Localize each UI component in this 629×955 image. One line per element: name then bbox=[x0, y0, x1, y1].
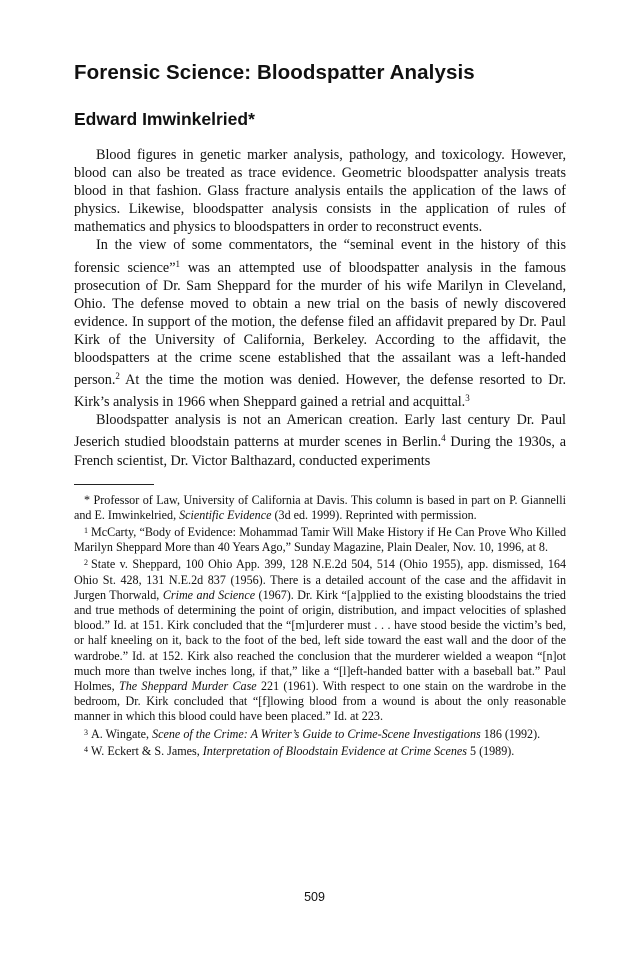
footnote-4: $^4$ W. Eckert & S. James, Interpretation of Bloodstain Evidence at Crime Scenes 5 (1989). bbox=[84, 743, 515, 758]
paragraph-2: In the view of some commentators, the “seminal event in the history of this forensic science”$^1$ was an attempted use of bloodspatter analysis in the famous prosecution of Dr. Sam Sheppard for the murder of his wife Marilyn in Cleveland, Ohio. The defense moved to obtain a new trial on the basis of newly discovered evidence. In support of the motion, the defense filed an affidavit prepared by Dr. Paul Kirk of the University of California, Berkeley. According to the affidavit, the bloodspatters at the crime scene established that the assailant was a left-handed person.$^2$ At the time the motion was denied. However, the defense resorted to Dr. Kirk’s analysis in 1966 when Sheppard gained a retrial and acquittal.$^3$ bbox=[74, 237, 566, 411]
page-number: 509 bbox=[304, 890, 325, 904]
article bbox=[74, 60, 566, 759]
footnote-divider bbox=[74, 484, 154, 485]
footnote-2: $^2$ State v. Sheppard, 100 Ohio App. 399, 128 N.E.2d 504, 514 (Ohio 1955), app. dismissed, 164 Ohio St. 428, 131 N.E.2d 837 (1956). There is a detailed account of the case and the affidavit in Jurgen Thorwald, Crime and Science (1967). Dr. Kirk “[a]pplied to the existing bloodstains the tried and true methods of determining the point of origin, distribution, and impact velocities of splashed blood.” Id. at 151. Kirk concluded that the “[m]urderer must . . . have stood beside the victim’s bed, or half kneeling on it, back to the foot of the bed, left side toward the east wall and the door of the wardrobe.” Id. at 152. Kirk also reached the conclusion that the murderer wielded a weapon “[n]ot much more than twelve inches long, if that,” like a “[l]eft-handed batter with a baseball bat.” Paul Holmes, The Sheppard Murder Case 221 (1961). With respect to one stain on the wardrobe in the bedroom, Dr. Kirk concluded that “[f]lowing blood from a wound is about the only reasonable manner in which this blood could have been placed.” Id. at 223. bbox=[74, 557, 566, 724]
footnotes bbox=[74, 493, 566, 759]
footnote-ref-3: 3 bbox=[465, 393, 470, 404]
footnote-ref-4: 4 bbox=[441, 433, 446, 444]
footnote-author: * Professor of Law, University of California at Davis. This column is based in part on P. Giannelli and E. Imwinkelried, Scientific Evidence (3d ed. 1999). Reprinted with permission. bbox=[74, 492, 566, 522]
footnote-ref-2: 2 bbox=[115, 371, 120, 382]
footnote-ref-1: 1 bbox=[175, 258, 181, 269]
article-body bbox=[74, 146, 566, 470]
footnote-1: $^1$ McCarty, “Body of Evidence: Mohammad Tamir Will Make History if He Can Prove Who Killed Marilyn Sheppard More than 40 Years Ago,” Sunday Magazine, Plain Dealer, Nov. 10, 1996, at 8. bbox=[74, 525, 566, 555]
author-name: Edward Imwinkelried* bbox=[74, 109, 255, 129]
paragraph-3: Bloodspatter analysis is not an American creation. Early last century Dr. Paul Jeserich studied bloodstain patterns at murder scenes in Berlin.$^4$ During the 1930s, a French scientist, Dr. Victor Balthazard, conducted experiments bbox=[74, 412, 566, 469]
article-title: Forensic Science: Bloodspatter Analysis bbox=[74, 61, 475, 84]
footnote-3: $^3$ A. Wingate, Scene of the Crime: A Writer’s Guide to Crime-Scene Investigations 186 (1992). bbox=[84, 726, 541, 741]
paragraph-1: Blood figures in genetic marker analysis, pathology, and toxicology. However, blood can also be treated as trace evidence. Geometric bloodspatter analysis treats blood in that fashion. Glass fracture analysis entails the application of the laws of physics. Likewise, bloodspatter analysis consists in the application of rules of mathematics and physics to bloodspatters in order to reconstruct events. bbox=[74, 147, 566, 236]
